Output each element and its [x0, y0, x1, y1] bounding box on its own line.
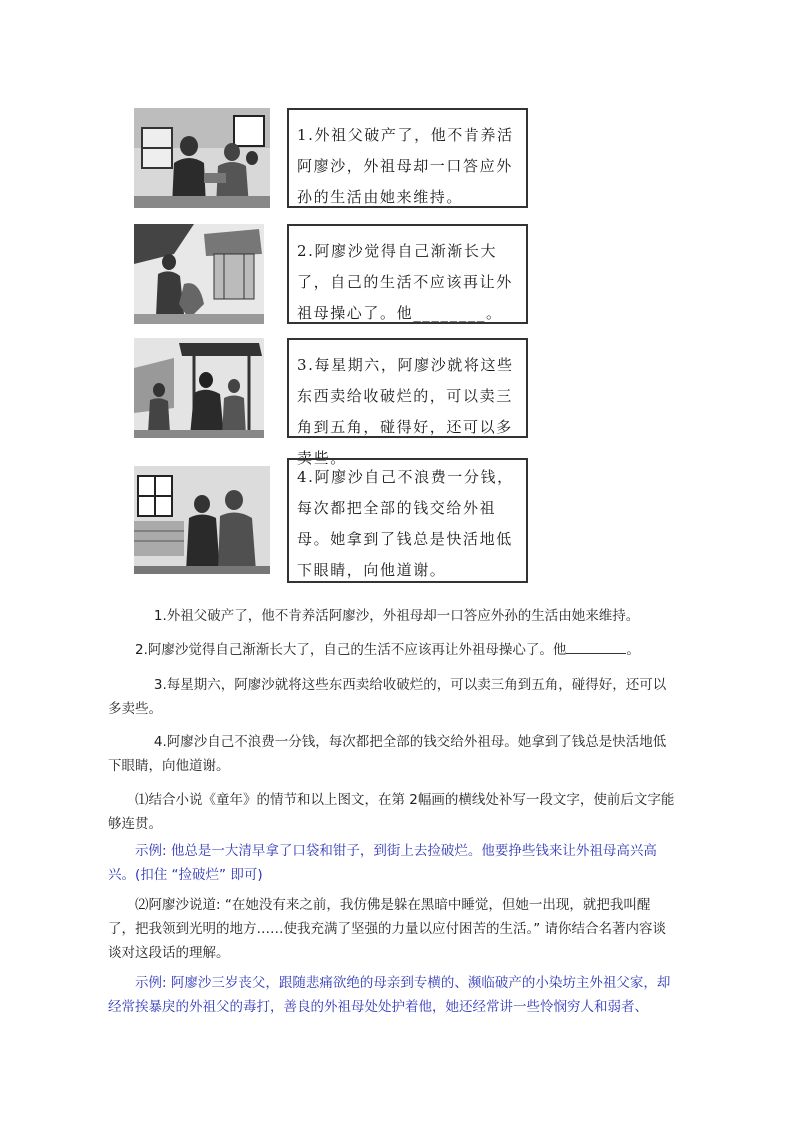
- illustration-caption-1: 1.外祖父破产了，他不肯养活阿廖沙，外祖母却一口答应外孙的生活由她来维持。: [287, 108, 528, 208]
- story-line-1: 1.外祖父破产了，他不肯养活阿廖沙，外祖母却一口答应外孙的生活由她来维持。: [153, 608, 640, 624]
- illustration-image-3: [134, 338, 264, 438]
- illustration-caption-4: 4.阿廖沙自己不浪费一分钱，每次都把全部的钱交给外祖母。她拿到了钱总是快活地低下眼睛，向他道谢。: [287, 458, 528, 583]
- illustration-panel-1: [130, 108, 530, 208]
- illustration-image-2: [134, 224, 264, 324]
- answer-1: 示例: 他总是一大清早拿了口袋和钳子，到街上去捡破烂。他要挣些钱来让外祖母高兴高兴。(扣住 “捡破烂” 即可): [108, 843, 657, 883]
- story-line-2: 2.阿廖沙觉得自己渐渐长大了，自己的生活不应该再让外祖母操心了。他 。: [108, 638, 676, 662]
- question-2: ⑵阿廖沙说道: “在她没有来之前，我仿佛是躲在黑暗中睡觉，但她一出现，就把我叫醒了，把我领到光明的地方……使我充满了坚强的力量以应付困苦的生活。” 请你结合名著内容谈谈对这段话的理解。: [108, 897, 667, 961]
- illustration-image-1: [134, 108, 270, 208]
- illustration-panel-3: [130, 338, 530, 467]
- illustration-panel-2: [130, 224, 530, 324]
- illustration-panel-4: [130, 458, 530, 583]
- illustration-image-4: [134, 466, 270, 574]
- story-line-3: 3.每星期六，阿廖沙就将这些东西卖给收破烂的，可以卖三角到五角，碰得好，还可以多卖些。: [108, 677, 667, 717]
- illustration-caption-3: 3.每星期六，阿廖沙就将这些东西卖给收破烂的，可以卖三角到五角，碰得好，还可以多卖些。: [287, 338, 528, 438]
- question-1: ⑴结合小说《童年》的情节和以上图文，在第 2幅画的横线处补写一段文字，使前后文字能够连贯。: [108, 792, 675, 832]
- illustration-caption-2: 2.阿廖沙觉得自己渐渐长大了，自己的生活不应该再让外祖母操心了。他________。: [287, 224, 528, 324]
- story-line-4: 4.阿廖沙自己不浪费一分钱，每次都把全部的钱交给外祖母。她拿到了钱总是快活地低下眼睛，向他道谢。: [108, 734, 667, 774]
- answer-blank: [566, 639, 626, 654]
- answer-2: 示例: 阿廖沙三岁丧父，跟随悲痛欲绝的母亲到专横的、濒临破产的小染坊主外祖父家，却经常挨暴戾的外祖父的毒打，善良的外祖母处处护着他，她还经常讲一些怜悯穷人和弱者、: [108, 975, 671, 1015]
